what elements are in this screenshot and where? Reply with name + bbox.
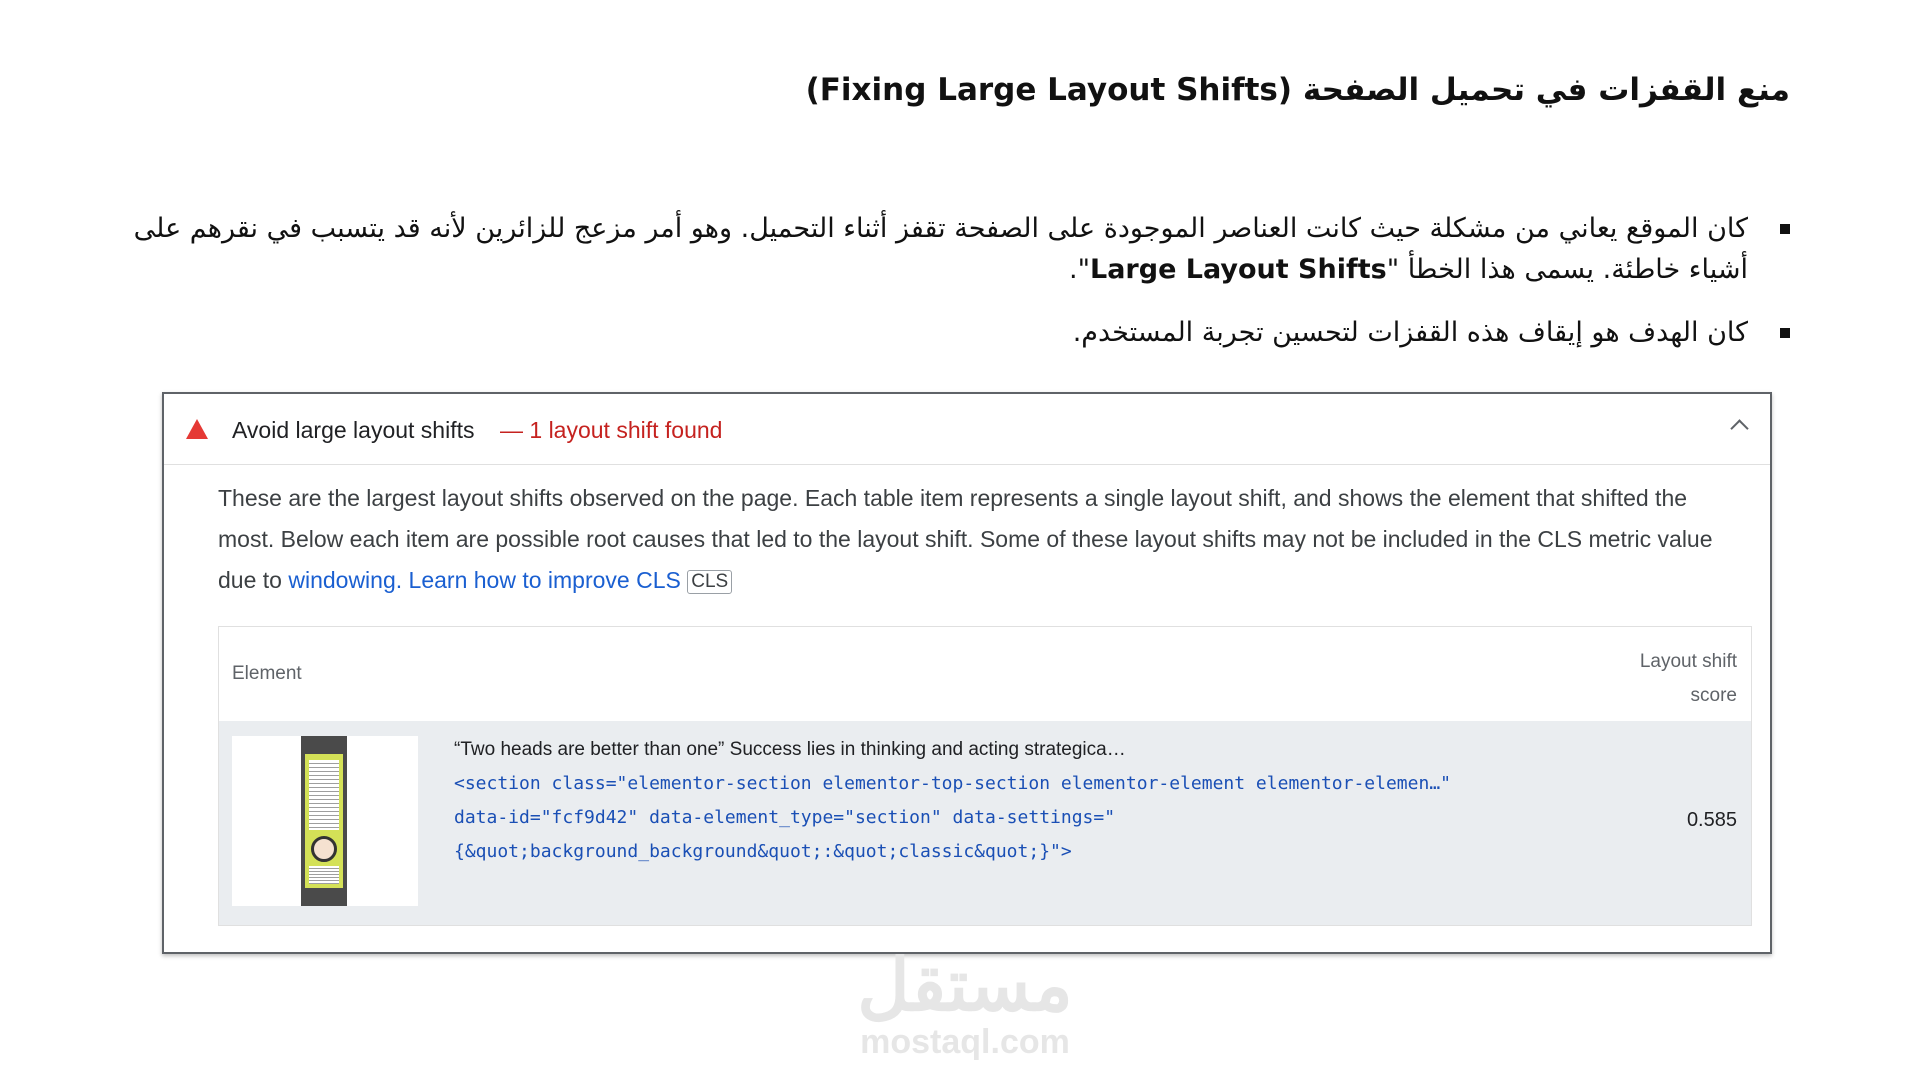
warning-triangle-icon (186, 419, 208, 439)
element-snippet (454, 737, 1594, 869)
bullet-text: كان الهدف هو إيقاف هذه القفزات لتحسين تجربة المستخدم. (1072, 317, 1748, 348)
thumbnail-page-strip (301, 736, 347, 906)
learn-cls-link[interactable]: Learn how to improve CLS (408, 567, 681, 593)
code-line: <section class="elementor-section elementor-top-section elementor-element elementor-elemen…" (454, 773, 1451, 794)
page-title: منع القفزات في تحميل الصفحة (Fixing Large Layout Shifts) (805, 72, 1790, 108)
thumbnail-footer-lines (309, 866, 339, 884)
bullet-list (120, 208, 1790, 375)
mostaql-watermark-logo (845, 946, 1085, 1062)
bullet-item (120, 208, 1790, 290)
layout-shift-table (218, 626, 1752, 926)
thumbnail-content (305, 754, 343, 888)
code-line: {&quot;background_background&quot;:&quot;classic&quot;}"> (454, 841, 1072, 862)
table-header (219, 627, 1751, 722)
audit-description (218, 478, 1738, 601)
element-code[interactable] (454, 767, 1594, 869)
bullet-text-end: ". (1068, 254, 1090, 285)
column-header-score: Layout shift score (1639, 651, 1737, 706)
watermark-arabic: مستقل (857, 946, 1073, 1026)
chevron-up-icon[interactable] (1730, 419, 1748, 437)
windowing-link[interactable]: windowing. (288, 567, 403, 593)
audit-display-value: — 1 layout shift found (500, 417, 723, 443)
thumbnail-avatar-icon (311, 836, 337, 862)
audit-title: Avoid large layout shifts (232, 417, 475, 443)
cls-badge: CLS (687, 570, 732, 594)
table-row[interactable] (219, 721, 1751, 925)
bullet-square-icon (1780, 224, 1790, 234)
bullet-text: كان الموقع يعاني من مشكلة حيث كانت العناصر الموجودة على الصفحة تقفز أثناء التحميل. وهو أمر مزعج للزائرين لأنه قد يتسبب في نقرهم على أشياء خاطئة. يسمى هذا الخطأ " (133, 213, 1748, 285)
audit-header[interactable] (164, 394, 1770, 465)
audit-panel (162, 392, 1772, 954)
element-screenshot-thumbnail[interactable] (232, 736, 418, 906)
layout-shift-score: 0.585 (1686, 809, 1737, 831)
watermark-latin: mostaql.com (860, 1023, 1070, 1061)
code-line: data-id="fcf9d42" data-element_type="section" data-settings=" (454, 807, 1116, 828)
thumbnail-text-lines (309, 760, 339, 830)
element-text: “Two heads are better than one” Success lies in thinking and acting strategica… (454, 739, 1126, 760)
bullet-item (120, 312, 1790, 353)
column-header-element: Element (232, 663, 302, 684)
bullet-bold-term: Large Layout Shifts (1090, 254, 1387, 285)
description-text: These are the largest layout shifts observed on the page. Each table item represents a single layout shift, and shows the element that shifted the most. Below each item are possible root causes that led to the layout shift. Some of these layout shifts may not be included in the CLS metric value due to (218, 485, 1713, 593)
bullet-square-icon (1780, 328, 1790, 338)
